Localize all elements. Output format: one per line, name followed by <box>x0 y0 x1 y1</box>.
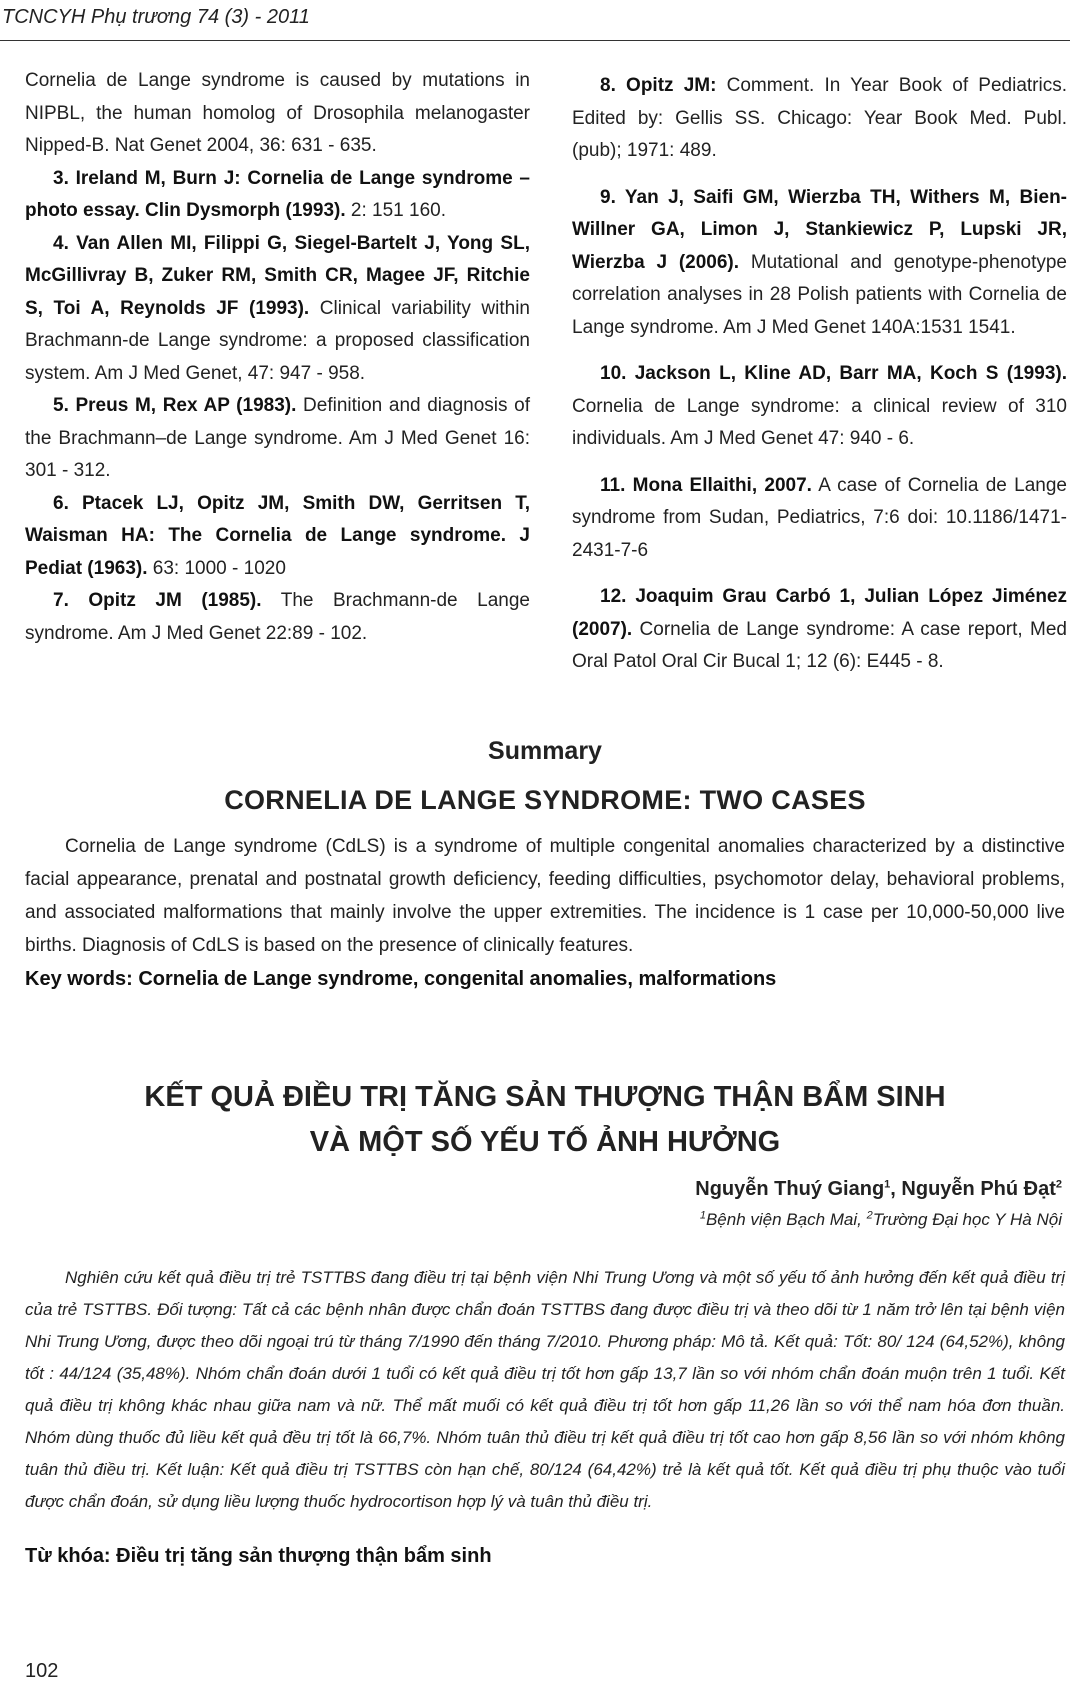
header-rule <box>0 40 1070 41</box>
reference-10 <box>572 358 1067 456</box>
reference-4-authors: 4. Van Allen MI, Filippi G, Siegel-Bartelt J, Yong SL, McGillivray B, Zuker RM, Smith CR, Magee JF, Ritchie S, Toi A, Reynolds JF (1993). <box>25 232 530 319</box>
reference-4-source: Clinical variability within Brachmann-de Lange syndrome: a proposed classification system. Am J Med Genet, 47: 947 - 958. <box>25 297 530 384</box>
reference-6-authors: 6. Ptacek LJ, Opitz JM, Smith DW, Gerritsen T, Waisman HA: The Cornelia de Lange syndrome. J Pediat (1963). <box>25 492 530 579</box>
author-separator: , <box>890 1178 902 1200</box>
summary-keywords: Key words: Cornelia de Lange syndrome, congenital anomalies, malformations <box>25 968 777 990</box>
affiliation-2-mark: 2 <box>866 1209 873 1222</box>
author-2: Nguyễn Phú Đạt <box>901 1178 1056 1200</box>
reference-7-source: The Brachmann-de Lange syndrome. Am J Med Genet 22:89 - 102. <box>25 590 530 644</box>
reference-4 <box>25 228 530 391</box>
reference-8-source: Comment. In Year Book of Pediatrics. Edited by: Gellis SS. Chicago: Year Book Med. Publ. (pub); 1971: 489. <box>572 75 1067 161</box>
reference-11 <box>572 470 1067 568</box>
summary-heading: Summary <box>488 737 602 765</box>
summary-title: CORNELIA DE LANGE SYNDROME: TWO CASES <box>224 785 866 815</box>
article-title-line-1: KẾT QUẢ ĐIỀU TRỊ TĂNG SẢN THƯỢNG THẬN BẨM SINH <box>144 1081 946 1113</box>
reference-11-source: A case of Cornelia de Lange syndrome from Sudan, Pediatrics, 7:6 doi: 10.1186/1471-2431-7-6 <box>572 474 1067 561</box>
summary-paragraph: Cornelia de Lange syndrome (CdLS) is a syndrome of multiple congenital anomalies characterized by a distinctive facial appearance, prenatal and postnatal growth deficiency, feeding difficulties, psychomotor delay, behavioral problems, and associated malformations that mainly involve the upper extremities. The incidence is 1 case per 10,000-50,000 live births. Diagnosis of CdLS is based on the presence of clinically features. <box>25 836 1065 956</box>
affiliation-2: Trường Đại học Y Hà Nội <box>872 1210 1062 1229</box>
reference-12 <box>572 581 1067 679</box>
reference-11-authors: 11. Mona Ellaithi, 2007. <box>600 474 812 496</box>
article-title-line-2: VÀ MỘT SỐ YẾU TỐ ẢNH HƯỞNG <box>309 1126 781 1158</box>
reference-3-authors: 3. Ireland M, Burn J: Cornelia de Lange syndrome – photo essay. Clin Dysmorph (1993). <box>25 167 530 221</box>
reference-7 <box>25 585 530 650</box>
vietnamese-keywords: Từ khóa: Điều trị tăng sản thượng thận bẩm sinh <box>25 1545 492 1567</box>
affiliation-1: Bệnh viện Bạch Mai, <box>705 1210 867 1229</box>
reference-12-authors: 12. Joaquim Grau Carbó 1, Julian López Jiménez (2007). <box>572 586 1067 640</box>
reference-2-continuation: Cornelia de Lange syndrome is caused by mutations in NIPBL, the human homolog of Drosophila melanogaster Nipped-B. Nat Genet 2004, 36: 631 - 635. <box>25 70 530 156</box>
references-left-column <box>25 65 530 650</box>
reference-5-authors: 5. Preus M, Rex AP (1983). <box>53 395 297 416</box>
author-1: Nguyễn Thuý Giang <box>695 1178 885 1200</box>
reference-5 <box>25 390 530 488</box>
reference-12-source: Cornelia de Lange syndrome: A case report, Med Oral Patol Oral Cir Bucal 1; 12 (6): E445 - 8. <box>572 618 1067 672</box>
affiliation-list <box>700 1210 1062 1230</box>
reference-3 <box>25 163 530 228</box>
reference-10-authors: 10. Jackson L, Kline AD, Barr MA, Koch S (1993). <box>600 363 1067 384</box>
reference-9 <box>572 182 1067 345</box>
author-1-affiliation-mark: 1 <box>884 1178 891 1191</box>
reference-9-source: Mutational and genotype-phenotype correlation analyses in 28 Polish patients with Cornelia de Lange syndrome. Am J Med Genet 140A:1531 1541. <box>572 251 1068 338</box>
article-title <box>0 1075 1090 1165</box>
reference-6 <box>25 488 530 586</box>
reference-6-source: 63: 1000 - 1020 <box>147 557 286 579</box>
reference-9-authors: 9. Yan J, Saifi GM, Wierzba TH, Withers M, Bien-Willner GA, Limon J, Stankiewicz P, Lupski JR, Wierzba J (2006). <box>572 186 1067 273</box>
author-list <box>695 1178 1062 1201</box>
reference-10-source: Cornelia de Lange syndrome: a clinical review of 310 individuals. Am J Med Genet 47: 940 - 6. <box>572 395 1067 449</box>
author-2-affiliation-mark: 2 <box>1055 1178 1062 1191</box>
reference-8 <box>572 70 1067 168</box>
reference-3-source: 2: 151 160. <box>345 200 446 221</box>
vietnamese-abstract: Nghiên cứu kết quả điều trị trẻ TSTTBS đang điều trị tại bệnh viện Nhi Trung Ương và một số yếu tố ảnh hưởng đến kết quả điều trị của trẻ TSTTBS. Đối tượng: Tất cả các bệnh nhân được chẩn đoán TSTTBS đang được điều trị và theo dõi từ 1 năm trở lên tại bệnh viện Nhi Trung Ương, được theo dõi ngoại trú từ tháng 7/1990 đến tháng 7/2010. Phương pháp: Mô tả. Kết quả: Tốt: 80/ 124 (64,52%), không tốt : 44/124 (35,48%). Nhóm chẩn đoán dưới 1 tuổi có kết quả điều trị tốt hơn gấp 13,7 lần so với nhóm chẩn đoán muộn trên 1 tuổi. Kết quả điều trị không khác nhau giữa nam và nữ. Thể mất muối có kết quả điều trị tốt hơn gấp 11,26 lần so với thể nam hóa đơn thuần. Nhóm dùng thuốc đủ liều kết quả đều trị tốt là 66,7%. Nhóm tuân thủ điều trị kết quả điều trị tốt cao hơn gấp 8,56 lần so với nhóm không tuân thủ điều trị. Kết luận: Kết quả điều trị TSTTBS còn hạn chế, 80/124 (64,42%) trẻ là kết quả tốt. Kết quả điều trị phụ thuộc vào tuổi được chẩn đoán, sử dụng liều lượng thuốc hydrocortison hợp lý và tuân thủ điều trị. <box>25 1268 1065 1511</box>
affiliation-1-mark: 1 <box>699 1209 706 1222</box>
reference-5-source: Definition and diagnosis of the Brachmann–de Lange syndrome. Am J Med Genet 16: 301 - 312. <box>25 395 530 481</box>
reference-8-authors: 8. Opitz JM: <box>600 75 717 96</box>
page-number: 102 <box>25 1660 59 1682</box>
references-right-column <box>572 70 1067 693</box>
reference-7-authors: 7. Opitz JM (1985). <box>53 590 262 611</box>
running-header: TCNCYH Phụ trương 74 (3) - 2011 <box>2 6 310 28</box>
